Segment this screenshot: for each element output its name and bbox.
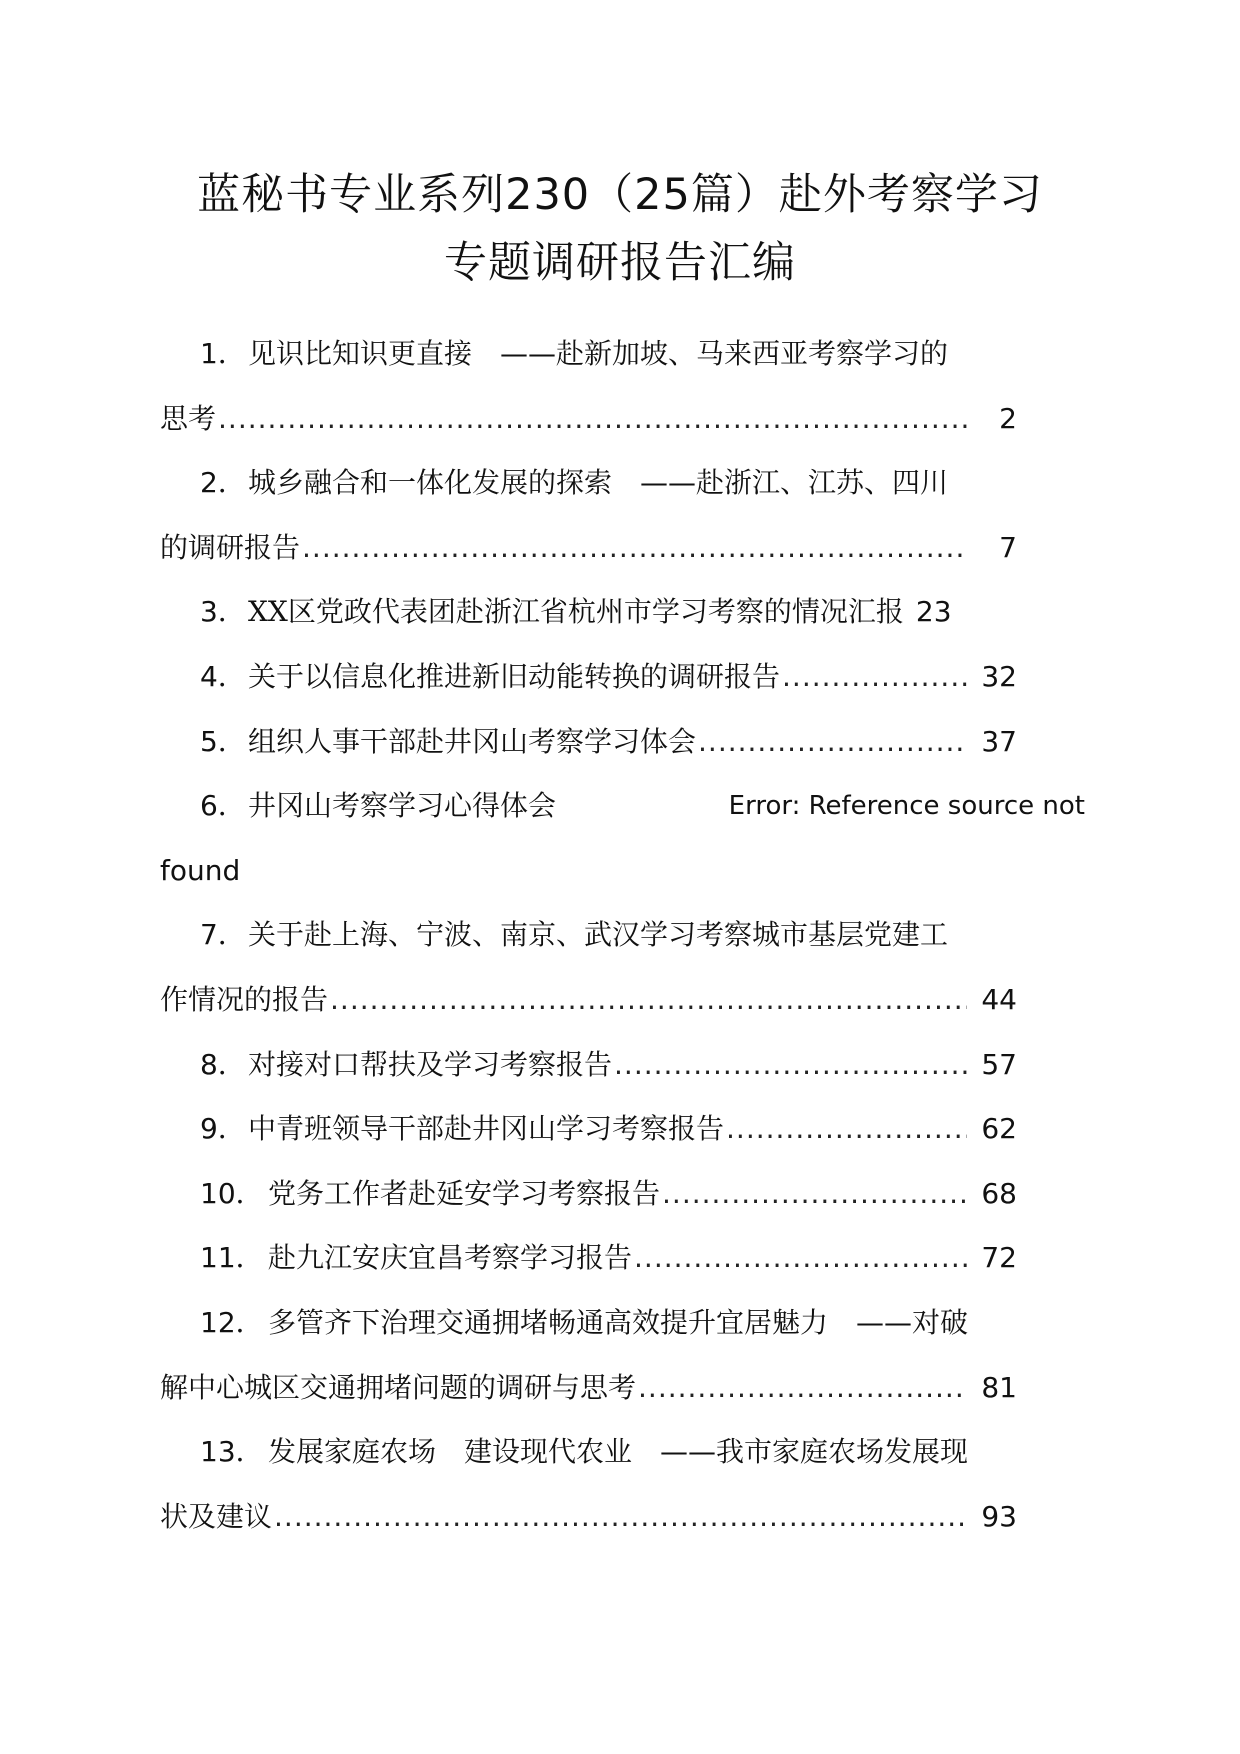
toc-entry-number: 6． [200,789,246,823]
document-title-line-1: 蓝秘书专业系列230（25篇）赴外考察学习 [197,170,1043,220]
toc-entry-7-continuation[interactable] [160,968,1085,1033]
dot-leader [302,516,967,581]
toc-entry-subtitle: ——我市家庭农场发展现 [660,1435,969,1469]
toc-entry-11[interactable] [160,1226,1085,1291]
dot-leader [634,1226,967,1291]
toc-entry-title: 党务工作者赴延安学习考察报告 [268,1176,661,1210]
toc-page-number: 2 [999,401,1017,435]
toc-entry-1-continuation[interactable] [160,387,1085,452]
toc-entry-number: 1． [200,337,246,370]
toc-entry-subtitle: ——赴浙江、江苏、四川 [640,466,949,500]
toc-entry-title: 发展家庭农场 建设现代农业 [268,1435,661,1469]
toc-entry-title: 中青班领导干部赴井冈山学习考察报告 [248,1112,725,1146]
table-of-contents [160,322,1085,1549]
toc-page-number: 37 [981,724,1017,758]
toc-entry-5[interactable] [160,710,1085,775]
toc-entry-title-continued: 作情况的报告 [160,982,329,1016]
toc-entry-title: 对接对口帮扶及学习考察报告 [248,1047,613,1081]
toc-entry-number: 5． [200,724,246,758]
dot-leader [218,387,967,452]
document-title-line-2: 专题调研报告汇编 [444,238,796,288]
toc-entry-number: 10． [200,1176,264,1210]
toc-entry-6-continuation[interactable] [160,839,1085,904]
toc-entry-title-continued: 状及建议 [160,1499,273,1533]
toc-page-number: 44 [981,982,1017,1016]
toc-entry-number: 3． [200,595,246,629]
dot-leader [662,1162,967,1227]
toc-entry-subtitle: ——赴新加坡、马来西亚考察学习的 [500,337,949,370]
toc-entry-subtitle: ——对破 [856,1305,969,1339]
dot-leader [726,1097,967,1162]
toc-page-number: 7 [999,530,1017,564]
toc-entry-title: 关于以信息化推进新旧动能转换的调研报告 [248,659,781,693]
toc-entry-title-continued: 思考 [160,401,217,435]
toc-entry-title-continued: 的调研报告 [160,530,301,564]
toc-entry-title: 关于赴上海、宁波、南京、武汉学习考察城市基层党建工 [248,918,949,952]
toc-entry-number: 7． [200,918,246,952]
toc-entry-12[interactable] [160,1291,1085,1356]
dot-leader [274,1485,967,1550]
toc-entry-2[interactable] [160,451,1085,516]
toc-entry-12-continuation[interactable] [160,1356,1085,1421]
toc-page-number: 57 [981,1047,1017,1081]
toc-entry-number: 11． [200,1241,264,1275]
toc-entry-4[interactable] [160,645,1085,710]
dot-leader [698,710,967,775]
toc-entry-number: 8． [200,1047,246,1081]
toc-entry-6[interactable] [160,774,1085,839]
toc-entry-1[interactable] [160,322,1085,387]
toc-entry-13-continuation[interactable] [160,1485,1085,1550]
toc-entry-number: 4． [200,659,246,693]
toc-entry-8[interactable] [160,1033,1085,1098]
reference-error-text-continued: found [160,853,241,887]
toc-entry-title: 井冈山考察学习心得体会 [248,789,557,823]
reference-error-text: Error: Reference source not [728,791,1085,822]
toc-page-number: 62 [981,1112,1017,1146]
toc-page-number: 32 [981,659,1017,693]
toc-entry-number: 2． [200,466,246,500]
toc-entry-title: 见识比知识更直接 [248,337,501,370]
toc-entry-7[interactable] [160,903,1085,968]
dot-leader [614,1033,967,1098]
toc-entry-2-continuation[interactable] [160,516,1085,581]
toc-page-number: 23 [915,595,952,629]
toc-entry-13[interactable] [160,1420,1085,1485]
toc-entry-title: XX区党政代表团赴浙江省杭州市学习考察的情况汇报 [248,595,904,629]
toc-page-number: 81 [981,1370,1017,1404]
dot-leader [330,968,967,1033]
toc-entry-title: 组织人事干部赴井冈山考察学习体会 [248,724,697,758]
toc-page-number: 72 [981,1241,1017,1275]
toc-entry-title: 多管齐下治理交通拥堵畅通高效提升宜居魅力 [268,1305,857,1339]
toc-entry-3[interactable] [160,580,1085,645]
toc-entry-number: 9． [200,1112,246,1146]
toc-page-number: 93 [981,1499,1017,1533]
toc-page-number: 68 [981,1176,1017,1210]
dot-leader [638,1356,967,1421]
toc-entry-title: 赴九江安庆宜昌考察学习报告 [268,1241,633,1275]
toc-entry-9[interactable] [160,1097,1085,1162]
toc-entry-10[interactable] [160,1162,1085,1227]
dot-leader [782,645,967,710]
toc-entry-number: 12． [200,1305,264,1339]
toc-entry-title-continued: 解中心城区交通拥堵问题的调研与思考 [160,1370,637,1404]
toc-entry-number: 13． [200,1435,264,1469]
toc-entry-title: 城乡融合和一体化发展的探索 [248,466,641,500]
